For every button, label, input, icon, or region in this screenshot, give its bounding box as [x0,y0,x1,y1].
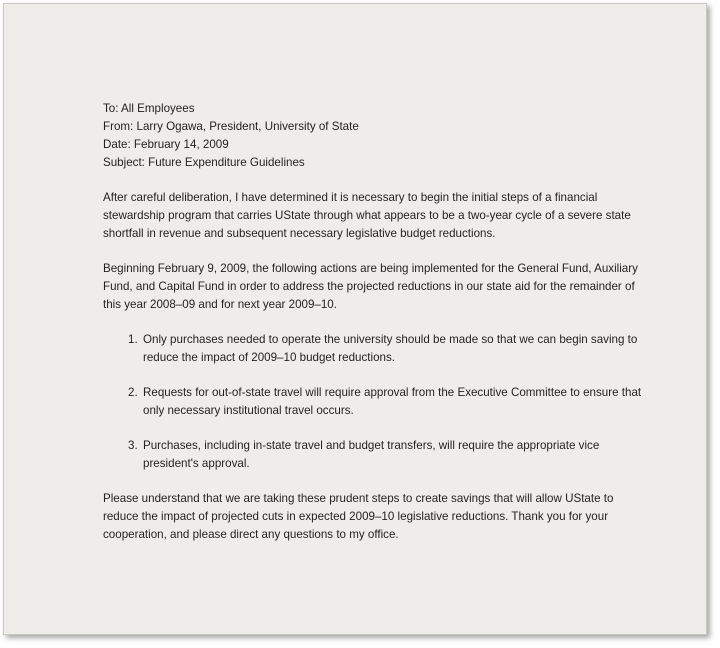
action-item [103,437,643,473]
action-number: 2. [128,386,138,399]
memo-from: From: Larry Ogawa, President, University of State [103,120,359,133]
action-number: 3. [128,439,138,452]
memo-page [3,3,707,635]
memo-subject: Subject: Future Expenditure Guidelines [103,156,305,169]
action-item [103,331,643,367]
action-text: Requests for out-of-state travel will require approval from the Executive Committee to ensure that only necessary institutional travel occurs. [143,386,642,417]
memo-header [103,100,643,172]
action-number: 1. [128,333,138,346]
action-text: Purchases, including in-state travel and budget transfers, will require the appropriate vice president's approval. [143,439,600,470]
memo-date: Date: February 14, 2009 [103,138,229,151]
actions-list [103,331,643,473]
action-text: Only purchases needed to operate the university should be made so that we can begin saving to reduce the impact of 2009–10 budget reductions. [143,333,638,364]
action-item [103,384,643,420]
memo-body [103,100,643,544]
memo-paragraph-intro: After careful deliberation, I have determined it is necessary to begin the initial steps of a financial stewardship program that carries UState through what appears to be a two-year cycle of a severe state shortfall in revenue and subsequent necessary legislative budget reductions. [103,191,631,240]
memo-paragraph-actions-intro: Beginning February 9, 2009, the following actions are being implemented for the General Fund, Auxiliary Fund, and Capital Fund in order to address the projected reductions in our state aid for the remainder of this year 2008–09 and for next year 2009–10. [103,262,638,311]
memo-to: To: All Employees [103,102,195,115]
memo-closing: Please understand that we are taking these prudent steps to create savings that will allow UState to reduce the impact of projected cuts in expected 2009–10 legislative reductions. Thank you for your cooperation, and please direct any questions to my office. [103,492,614,541]
